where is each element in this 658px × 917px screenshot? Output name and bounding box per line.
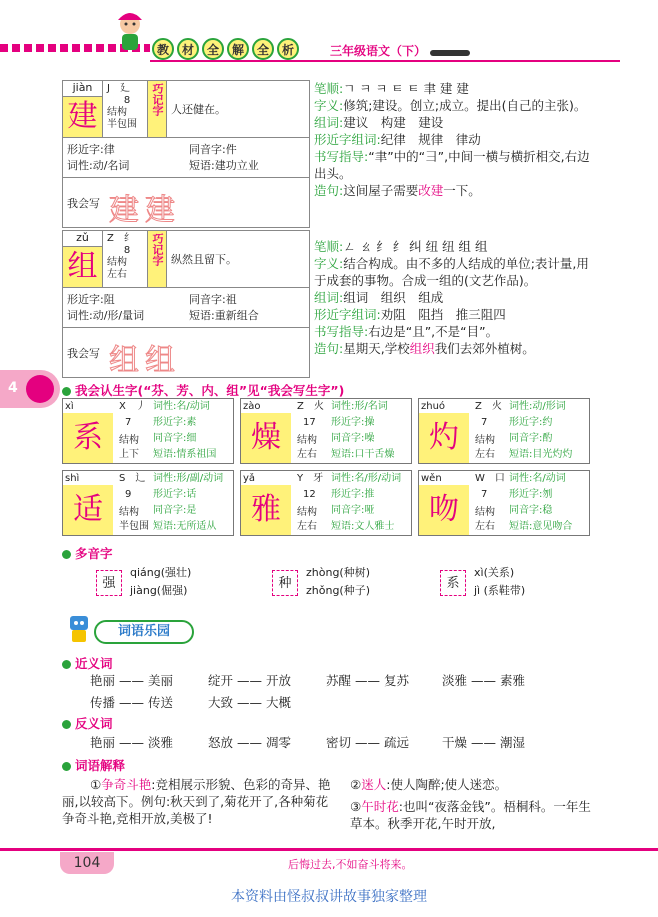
phrase: 短语:建功立业 bbox=[189, 159, 259, 172]
card-letter bbox=[297, 401, 324, 413]
card-strokes: 17 bbox=[303, 417, 316, 428]
char-card bbox=[240, 398, 412, 464]
main-char: 组 bbox=[67, 249, 98, 284]
word-garden-pill bbox=[94, 620, 194, 644]
bullet-icon bbox=[62, 550, 71, 559]
radical-letter: Z bbox=[107, 233, 114, 244]
card-strokes: 12 bbox=[303, 489, 316, 500]
mascot-icon bbox=[110, 10, 150, 56]
footer-motto: 后悔过去,不如奋斗将来。 bbox=[288, 858, 413, 871]
card-pos: 词性:形/副/动词 bbox=[153, 473, 224, 484]
card-letter bbox=[475, 473, 505, 485]
explain-heading-text: 词语解释 bbox=[75, 758, 126, 773]
card-radical: 口 bbox=[494, 473, 505, 484]
card-pos: 词性:名/动词 bbox=[153, 401, 210, 412]
card-struct-label: 结构 bbox=[475, 435, 495, 446]
explain-word: 午时花 bbox=[361, 799, 399, 814]
card-pos: 词性:名/形/动词 bbox=[331, 473, 402, 484]
recognize-grid bbox=[62, 398, 594, 538]
part-of-speech: 词性:动/名词 bbox=[67, 159, 130, 172]
card-phrase: 短语:口干舌燥 bbox=[331, 449, 395, 460]
stroke-order bbox=[314, 238, 598, 255]
mnemonic-text: 人还健在。 bbox=[171, 103, 226, 116]
divider bbox=[63, 327, 309, 328]
header-subtitle: 三年级语文（下） bbox=[330, 44, 427, 58]
card-struct-type: 上下 bbox=[119, 449, 139, 460]
note-label: 组词: bbox=[314, 290, 344, 305]
card-char-cell bbox=[241, 413, 291, 463]
bullet-icon bbox=[62, 762, 71, 771]
note-text: “聿”中的“⺕”,中间一横与横折相交,右边出头。 bbox=[314, 149, 590, 181]
page-header bbox=[0, 0, 658, 70]
divider bbox=[63, 137, 309, 138]
note-text: 星期天,学校 bbox=[343, 341, 410, 356]
polyphone-char: 强 bbox=[96, 570, 122, 596]
card-struct-label: 结构 bbox=[297, 507, 317, 518]
bullet-icon bbox=[62, 660, 71, 669]
card-char-cell bbox=[419, 485, 469, 535]
divider bbox=[63, 177, 309, 178]
footer-bar bbox=[0, 848, 658, 874]
card-letter bbox=[297, 473, 323, 485]
chapter-mascot-icon bbox=[26, 375, 54, 403]
card-pinyin: zhuó bbox=[421, 401, 446, 412]
note-text: 这间屋子需要 bbox=[343, 183, 419, 198]
explain-text: :使人陶醉;使人迷恋。 bbox=[386, 777, 508, 792]
note-label: 组词: bbox=[314, 115, 344, 130]
synonym-pair: 传播 —— 传送 bbox=[90, 695, 173, 710]
card-phrase: 短语:目光灼灼 bbox=[509, 449, 573, 460]
card-pos: 词性:名/动词 bbox=[509, 473, 566, 484]
card-struct-type: 左右 bbox=[297, 449, 317, 460]
char-entry-zu bbox=[62, 230, 310, 378]
bullet-icon bbox=[62, 720, 71, 729]
meaning bbox=[314, 255, 598, 289]
radical-letter: J bbox=[107, 83, 110, 94]
card-char: 燥 bbox=[251, 420, 281, 455]
pencil-icon bbox=[430, 50, 470, 56]
explain-item-2 bbox=[350, 776, 600, 793]
explain-word: 迷人 bbox=[361, 777, 387, 792]
card-struct-type: 左右 bbox=[297, 521, 317, 532]
card-strokes: 9 bbox=[125, 489, 132, 500]
example-sentence bbox=[314, 340, 598, 357]
card-char: 灼 bbox=[429, 420, 459, 455]
structure-label: 结构 bbox=[107, 107, 127, 118]
note-text: ㄥ ㄠ 纟 纟 纠 纽 纽 组 组 bbox=[343, 239, 488, 254]
char-card bbox=[418, 470, 590, 536]
card-radical: 火 bbox=[313, 401, 324, 412]
card-homophone: 同音字:酌 bbox=[509, 433, 553, 444]
polyphone-char: 种 bbox=[272, 570, 298, 596]
card-struct-type: 半包围 bbox=[119, 521, 149, 532]
card-letter-value: Z bbox=[475, 401, 482, 412]
antonym-pair: 怒放 —— 凋零 bbox=[208, 735, 291, 750]
note-highlight: 组织 bbox=[409, 341, 435, 356]
word-forms bbox=[314, 289, 598, 306]
title-char: 全 bbox=[252, 38, 274, 60]
card-letter bbox=[475, 401, 502, 413]
mnemonic-text: 纵然且留下。 bbox=[171, 253, 237, 266]
mnemonic-cell bbox=[147, 81, 167, 137]
card-letter bbox=[119, 473, 145, 485]
card-similar: 形近字:推 bbox=[331, 489, 375, 500]
synonyms-heading-text: 近义词 bbox=[75, 656, 113, 671]
card-struct-type: 左右 bbox=[475, 449, 495, 460]
footer-line bbox=[0, 848, 658, 851]
card-homophone: 同音字:稳 bbox=[509, 505, 553, 516]
note-text: 修筑;建设。创立;成立。提出(自己的主张)。 bbox=[343, 98, 587, 113]
card-homophone: 同音字:噪 bbox=[331, 433, 375, 444]
word-garden-banner bbox=[62, 612, 202, 646]
part-of-speech: 词性:动/形/量词 bbox=[67, 309, 145, 322]
note-text: 劝阻 阻挡 推三阻四 bbox=[380, 307, 506, 322]
explain-num: ③ bbox=[350, 799, 362, 814]
antonym-pair: 干燥 —— 潮湿 bbox=[442, 735, 525, 750]
antonyms-heading-text: 反义词 bbox=[75, 716, 113, 731]
polyphone-reading: jiàng(倔强) bbox=[130, 584, 188, 597]
card-similar: 形近字:约 bbox=[509, 417, 553, 428]
recognize-heading-text: 我会认生字(“芬、芳、内、组”见“我会写生字”) bbox=[75, 383, 345, 398]
similar-words bbox=[314, 306, 598, 323]
char-entry-jian bbox=[62, 80, 310, 228]
card-char-cell bbox=[241, 485, 291, 535]
phrase: 短语:重新组合 bbox=[189, 309, 259, 322]
synonym-pair: 苏醒 —— 复苏 bbox=[326, 673, 409, 688]
write-practice: 组组 bbox=[109, 343, 181, 378]
card-phrase: 短语:情系祖国 bbox=[153, 449, 217, 460]
pinyin: zǔ bbox=[76, 231, 89, 244]
main-char-cell bbox=[63, 97, 103, 137]
stroke-order bbox=[314, 80, 598, 97]
polyphone-reading: zhòng(种树) bbox=[306, 566, 371, 579]
homophone: 同音字:祖 bbox=[189, 293, 237, 306]
char-meta bbox=[107, 83, 147, 131]
write-practice: 建建 bbox=[109, 193, 181, 228]
radical: 纟 bbox=[123, 233, 134, 244]
card-radical: 火 bbox=[491, 401, 502, 412]
card-pinyin: zào bbox=[243, 401, 261, 412]
polyphone-reading: xì(关系) bbox=[474, 566, 515, 579]
page-number: 104 bbox=[73, 855, 101, 871]
homophone: 同音字:件 bbox=[189, 143, 237, 156]
synonym-pair: 淡雅 —— 素雅 bbox=[442, 673, 525, 688]
card-letter-value: W bbox=[475, 473, 485, 484]
example-sentence bbox=[314, 182, 598, 199]
main-char-cell bbox=[63, 247, 103, 287]
mnemonic-label: 巧记字 bbox=[151, 233, 164, 266]
card-pos: 词性:形/名词 bbox=[331, 401, 388, 412]
title-char: 全 bbox=[202, 38, 224, 60]
card-radical: 牙 bbox=[313, 473, 324, 484]
note-text: 纪律 规律 律动 bbox=[380, 132, 481, 147]
card-similar: 形近字:话 bbox=[153, 489, 197, 500]
word-garden-title: 词语乐园 bbox=[117, 624, 170, 639]
card-struct-label: 结构 bbox=[119, 435, 139, 446]
structure-type: 左右 bbox=[107, 269, 127, 280]
side-tab bbox=[0, 370, 60, 408]
note-label: 字义: bbox=[314, 98, 344, 113]
card-struct-type: 左右 bbox=[475, 521, 495, 532]
note-text: 结合构成。由不多的人结成的单位;表计量,用于成套的事物。合成一组的(文艺作品)。 bbox=[314, 256, 589, 288]
divider bbox=[63, 287, 309, 288]
card-char-cell bbox=[63, 485, 113, 535]
note-text: 一下。 bbox=[443, 183, 481, 198]
explain-heading bbox=[62, 756, 125, 774]
card-similar: 形近字:素 bbox=[153, 417, 197, 428]
note-label: 形近字组词: bbox=[314, 307, 381, 322]
meaning bbox=[314, 97, 598, 114]
card-strokes: 7 bbox=[481, 489, 488, 500]
card-char-cell bbox=[419, 413, 469, 463]
polyphones-list bbox=[96, 566, 596, 606]
note-label: 造句: bbox=[314, 341, 344, 356]
polyphones-heading-text: 多音字 bbox=[75, 546, 113, 561]
char-card bbox=[418, 398, 590, 464]
recognize-heading bbox=[62, 381, 344, 399]
card-pinyin: shì bbox=[65, 473, 80, 484]
word-forms bbox=[314, 114, 598, 131]
mnemonic-label: 巧记字 bbox=[151, 83, 164, 116]
note-highlight: 改建 bbox=[418, 183, 444, 198]
antonym-pair: 艳丽 —— 淡雅 bbox=[90, 735, 173, 750]
stroke-count: 8 bbox=[123, 95, 131, 106]
card-strokes: 7 bbox=[481, 417, 488, 428]
stroke-count: 8 bbox=[123, 245, 131, 256]
pinyin-cell bbox=[63, 81, 103, 97]
card-strokes: 7 bbox=[125, 417, 132, 428]
card-char-cell bbox=[63, 413, 113, 463]
polyphones-heading bbox=[62, 544, 113, 562]
card-pinyin: wěn bbox=[421, 473, 442, 484]
antonyms-heading bbox=[62, 714, 113, 732]
header-title-chars bbox=[152, 38, 299, 60]
card-char: 适 bbox=[73, 492, 103, 527]
explain-word: 争奇斗艳 bbox=[101, 777, 152, 792]
header-line bbox=[150, 60, 620, 62]
card-similar: 形近字:操 bbox=[331, 417, 375, 428]
synonym-pair: 大致 —— 大概 bbox=[208, 695, 291, 710]
card-letter-value: Y bbox=[297, 473, 304, 484]
card-pinyin: xì bbox=[65, 401, 74, 412]
card-char: 雅 bbox=[251, 492, 281, 527]
title-char: 教 bbox=[152, 38, 174, 60]
char-notes-zu bbox=[314, 238, 598, 357]
structure-type: 半包围 bbox=[107, 119, 137, 130]
writing-guide bbox=[314, 148, 598, 182]
synonyms-heading bbox=[62, 654, 113, 672]
note-label: 书写指导: bbox=[314, 324, 369, 339]
note-text: 我们去郊外植树。 bbox=[434, 341, 535, 356]
robot-mascot-icon bbox=[64, 612, 94, 646]
similar-char: 形近字:阻 bbox=[67, 293, 115, 306]
pinyin: jiàn bbox=[72, 81, 93, 94]
char-notes-jian bbox=[314, 80, 598, 199]
card-pos: 词性:动/形词 bbox=[509, 401, 566, 412]
synonym-pair: 艳丽 —— 美丽 bbox=[90, 673, 173, 688]
antonym-pair: 密切 —— 疏远 bbox=[326, 735, 409, 750]
char-meta bbox=[107, 233, 147, 281]
similar-words bbox=[314, 131, 598, 148]
card-letter-value: S bbox=[119, 473, 126, 484]
write-label: 我会写 bbox=[67, 197, 100, 210]
card-struct-label: 结构 bbox=[297, 435, 317, 446]
card-letter-value: X bbox=[119, 401, 126, 412]
explain-item-3 bbox=[350, 798, 600, 832]
card-char: 吻 bbox=[429, 492, 459, 527]
note-text: 组词 组织 组成 bbox=[343, 290, 444, 305]
page-number-tab bbox=[60, 852, 114, 874]
card-letter bbox=[119, 401, 146, 413]
note-text: ㄱ ㅋ ㅋ ㅌ ㅌ 聿 建 建 bbox=[343, 81, 469, 96]
note-label: 字义: bbox=[314, 256, 344, 271]
pinyin-cell bbox=[63, 231, 103, 247]
card-struct-label: 结构 bbox=[119, 507, 139, 518]
mnemonic-cell bbox=[147, 231, 167, 287]
card-phrase: 短语:无所适从 bbox=[153, 521, 217, 532]
card-pinyin: yǎ bbox=[243, 473, 256, 484]
explain-item-1 bbox=[62, 776, 332, 827]
footer-credit: 本资料由怪叔叔讲故事独家整理 bbox=[231, 889, 427, 905]
card-letter-value: Z bbox=[297, 401, 304, 412]
card-struct-label: 结构 bbox=[475, 507, 495, 518]
title-char: 解 bbox=[227, 38, 249, 60]
note-label: 形近字组词: bbox=[314, 132, 381, 147]
polyphone-char: 系 bbox=[440, 570, 466, 596]
writing-guide bbox=[314, 323, 598, 340]
polyphone-reading: zhǒng(种子) bbox=[306, 584, 371, 597]
explain-text: :竞相展示形貌、色彩的奇异、艳丽,以较高下。例句:秋天到了,菊花开了,各种菊花争奇斗艳,竞相开放,美极了! bbox=[62, 777, 331, 826]
card-homophone: 同音字:是 bbox=[153, 505, 197, 516]
structure-label: 结构 bbox=[107, 257, 127, 268]
main-char: 建 bbox=[67, 99, 98, 134]
note-label: 笔顺: bbox=[314, 81, 344, 96]
card-similar: 形近字:刎 bbox=[509, 489, 553, 500]
similar-char: 形近字:律 bbox=[67, 143, 115, 156]
title-char: 材 bbox=[177, 38, 199, 60]
card-radical: 辶 bbox=[135, 473, 146, 484]
card-phrase: 短语:意见吻合 bbox=[509, 521, 573, 532]
explain-num: ① bbox=[90, 777, 102, 792]
card-radical: 丿 bbox=[135, 401, 146, 412]
write-label: 我会写 bbox=[67, 347, 100, 360]
explain-num: ② bbox=[350, 777, 362, 792]
synonym-pair: 绽开 —— 开放 bbox=[208, 673, 291, 688]
note-text: 右边是“且”,不是“目”。 bbox=[368, 324, 499, 339]
card-homophone: 同音字:细 bbox=[153, 433, 197, 444]
radical: 廴 bbox=[119, 83, 130, 94]
note-text: 建议 构建 建设 bbox=[343, 115, 444, 130]
bullet-icon bbox=[62, 387, 71, 396]
note-label: 造句: bbox=[314, 183, 344, 198]
card-phrase: 短语:文人雅士 bbox=[331, 521, 395, 532]
note-label: 书写指导: bbox=[314, 149, 369, 164]
side-tab-number: 4 bbox=[8, 380, 18, 396]
card-char: 系 bbox=[73, 420, 103, 455]
title-char: 析 bbox=[277, 38, 299, 60]
char-card bbox=[240, 470, 412, 536]
polyphone-reading: qiáng(强壮) bbox=[130, 566, 192, 579]
polyphone-reading: jì (系鞋带) bbox=[474, 584, 526, 597]
note-label: 笔顺: bbox=[314, 239, 344, 254]
char-card bbox=[62, 398, 234, 464]
card-homophone: 同音字:哑 bbox=[331, 505, 375, 516]
char-card bbox=[62, 470, 234, 536]
explain-text: :也叫“夜落金钱”。梧桐科。一年生草本。秋季开花,午时开放, bbox=[350, 799, 591, 831]
